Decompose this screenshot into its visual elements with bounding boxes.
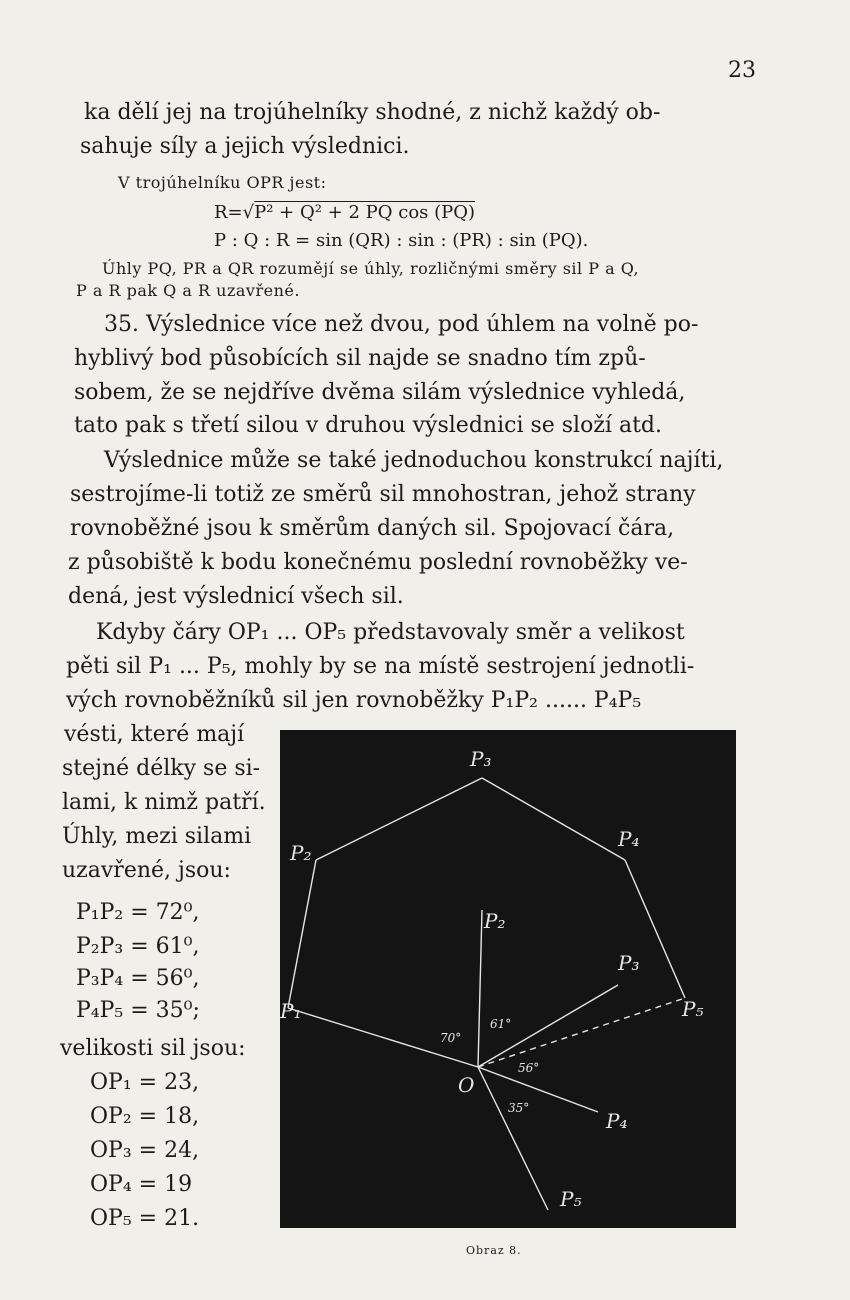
angle-label: P₃P₄ bbox=[76, 966, 124, 991]
section-35-line: sestrojíme-li totiž ze směrů sil mnohostran, jehož strany bbox=[70, 482, 696, 507]
force-label: OP₃ bbox=[90, 1138, 132, 1163]
polygon-side bbox=[482, 778, 625, 860]
resultant-dashed bbox=[478, 998, 685, 1067]
force-label: OP₁ bbox=[90, 1070, 132, 1095]
section-35-line: rovnoběžné jsou k směrům daných sil. Spojovací čára, bbox=[70, 516, 675, 541]
label-p5-bottom: P₅ bbox=[560, 1187, 582, 1211]
polygon-side bbox=[316, 778, 482, 860]
force-vector-op5 bbox=[478, 1067, 548, 1210]
page-number: 23 bbox=[728, 58, 756, 83]
polygon-side bbox=[625, 860, 685, 998]
section-35-line: Kdyby čáry OP₁ ... OP₅ představovaly směr a velikost bbox=[96, 620, 685, 645]
label-p5: P₅ bbox=[682, 997, 704, 1021]
section-35-line: Výslednice může se také jednoduchou konstrukcí najíti, bbox=[104, 448, 724, 473]
force-value: = 23, bbox=[138, 1070, 200, 1095]
section-35-line: vých rovnoběžníků sil jen rovnoběžky P₁P₂ ...... P₄P₅ bbox=[66, 688, 642, 713]
force-vector-op2 bbox=[478, 910, 482, 1067]
force-polygon-figure bbox=[280, 730, 736, 1228]
label-p2: P₂ bbox=[290, 841, 312, 865]
force-value: = 24, bbox=[138, 1138, 200, 1163]
angle-item bbox=[76, 900, 199, 926]
angle-label: P₄P₅ bbox=[76, 998, 124, 1023]
force-item bbox=[90, 1104, 199, 1130]
force-item bbox=[90, 1172, 192, 1198]
section-35-line: tato pak s třetí silou v druhou výslednici se složí atd. bbox=[74, 413, 662, 438]
label-p3-inner: P₃ bbox=[618, 951, 640, 975]
forces-heading: velikosti sil jsou: bbox=[60, 1036, 246, 1061]
angles-note: Úhly PQ, PR a QR rozumějí se úhly, rozličnými směry sil P a Q, bbox=[102, 259, 640, 278]
text-line: sahuje síly a jejich výslednici. bbox=[80, 134, 410, 159]
label-p1: P₁ bbox=[280, 999, 302, 1023]
angle-label-61: 61° bbox=[490, 1017, 512, 1031]
section-35-line: pěti sil P₁ ... P₅, mohly by se na místě sestrojení jednotli- bbox=[66, 654, 695, 679]
label-origin: O bbox=[458, 1073, 475, 1097]
label-p3: P₃ bbox=[470, 747, 492, 771]
left-column-line: uzavřené, jsou: bbox=[62, 858, 231, 883]
section-35-line: z působiště k bodu konečnému poslední rovnoběžky ve- bbox=[68, 550, 688, 575]
angle-item bbox=[76, 998, 200, 1024]
label-p4: P₄ bbox=[618, 827, 640, 851]
angle-label: P₁P₂ bbox=[76, 900, 124, 925]
angle-label-56: 56° bbox=[518, 1061, 540, 1075]
force-label: OP₅ bbox=[90, 1206, 132, 1231]
left-column-line: stejné délky se si- bbox=[62, 756, 261, 781]
label-p2-inner: P₂ bbox=[484, 909, 506, 933]
figure-caption: Obraz 8. bbox=[466, 1244, 522, 1257]
angles-note: P a R pak Q a R uzavřené. bbox=[76, 281, 300, 300]
sqrt-icon: √ bbox=[242, 202, 255, 223]
left-column-line: lami, k nimž patří. bbox=[62, 790, 266, 815]
force-value: = 21. bbox=[138, 1206, 200, 1231]
label-p4-inner: P₄ bbox=[606, 1109, 628, 1133]
angle-label-35: 35° bbox=[508, 1101, 530, 1115]
force-item bbox=[90, 1206, 199, 1232]
force-polygon-diagram bbox=[280, 730, 736, 1228]
force-item bbox=[90, 1138, 199, 1164]
force-value: = 18, bbox=[138, 1104, 200, 1129]
section-35-line: hyblivý bod působících sil najde se snadno tím způ- bbox=[74, 346, 646, 371]
angle-item bbox=[76, 966, 199, 992]
force-label: OP₂ bbox=[90, 1104, 132, 1129]
formula-resultant bbox=[214, 200, 475, 226]
angle-value: = 35⁰; bbox=[130, 998, 200, 1023]
left-column-line: Úhly, mezi silami bbox=[62, 824, 252, 849]
formula-ratio: P : Q : R = sin (QR) : sin : (PR) : sin (PQ). bbox=[214, 230, 589, 251]
angle-label-70: 70° bbox=[440, 1031, 462, 1045]
force-value: = 19 bbox=[138, 1172, 193, 1197]
triangle-heading: V trojúhelníku OPR jest: bbox=[118, 173, 327, 192]
formula-prefix: R= bbox=[214, 202, 243, 223]
polygon-side bbox=[288, 860, 316, 1008]
angle-value: = 56⁰, bbox=[130, 966, 200, 991]
section-35-line: dená, jest výslednicí všech sil. bbox=[68, 584, 404, 609]
angle-label: P₂P₃ bbox=[76, 934, 124, 959]
force-item bbox=[90, 1070, 199, 1096]
left-column-line: vésti, které mají bbox=[64, 722, 245, 747]
angle-item bbox=[76, 934, 199, 960]
section-35-line: 35. Výslednice více než dvou, pod úhlem na volně po- bbox=[104, 312, 699, 337]
text-line: ka dělí jej na trojúhelníky shodné, z nichž každý ob- bbox=[84, 100, 661, 125]
angle-value: = 72⁰, bbox=[130, 900, 200, 925]
angle-value: = 61⁰, bbox=[130, 934, 200, 959]
section-35-line: sobem, že se nejdříve dvěma silám výslednice vyhledá, bbox=[74, 380, 686, 405]
force-label: OP₄ bbox=[90, 1172, 132, 1197]
formula-radical: P² + Q² + 2 PQ cos (PQ) bbox=[254, 202, 476, 223]
